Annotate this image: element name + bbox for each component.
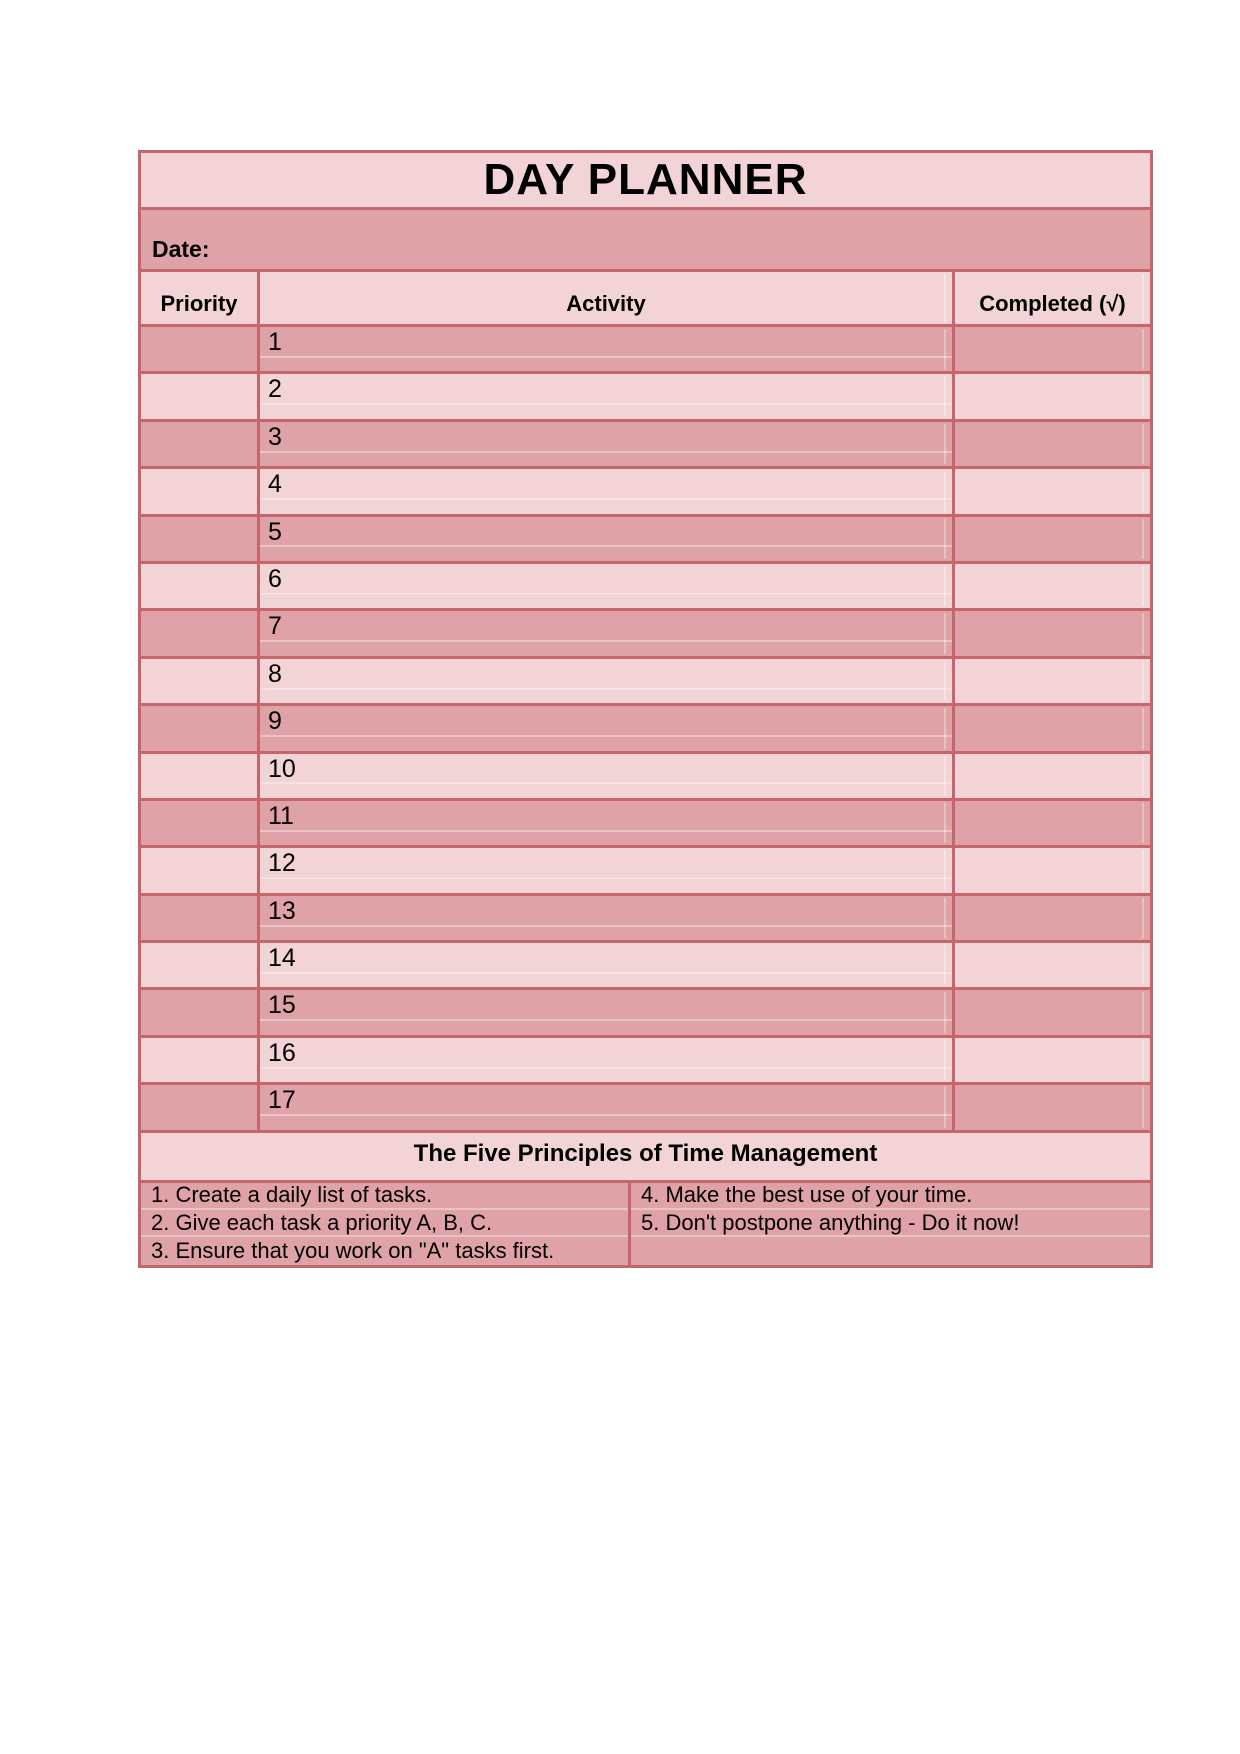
completed-cell [955, 469, 1150, 513]
activity-cell [260, 990, 955, 1034]
completed-cell [955, 517, 1150, 561]
principles-right-column [631, 1183, 1150, 1265]
table-row [141, 848, 1150, 895]
table-row [141, 943, 1150, 990]
priority-cell [141, 327, 260, 371]
activity-column-header [260, 272, 955, 324]
row-number: 15 [268, 991, 296, 1020]
principles-body [141, 1183, 1150, 1265]
row-number: 17 [268, 1086, 296, 1115]
principle-item: 1. Create a daily list of tasks. [141, 1183, 628, 1210]
completed-cell [955, 327, 1150, 371]
priority-cell [141, 943, 260, 987]
priority-column-header [141, 272, 260, 324]
table-row [141, 469, 1150, 516]
priority-cell [141, 469, 260, 513]
activity-cell [260, 327, 955, 371]
row-number: 5 [268, 517, 282, 546]
activity-cell [260, 754, 955, 798]
page-title: DAY PLANNER [483, 155, 808, 204]
table-row [141, 706, 1150, 753]
completed-column-header [955, 272, 1150, 324]
table-row [141, 327, 1150, 374]
table-row [141, 1085, 1150, 1132]
activity-cell [260, 374, 955, 418]
completed-cell [955, 659, 1150, 703]
completed-cell [955, 422, 1150, 466]
principles-left-column [141, 1183, 631, 1265]
priority-cell [141, 611, 260, 655]
priority-cell [141, 801, 260, 845]
row-number: 16 [268, 1038, 296, 1067]
priority-header-label: Priority [160, 291, 238, 316]
row-number: 12 [268, 849, 296, 878]
table-body [141, 327, 1150, 1133]
row-number: 10 [268, 754, 296, 783]
principle-item-empty [631, 1237, 1150, 1264]
table-row [141, 611, 1150, 658]
row-number: 11 [268, 801, 294, 830]
activity-cell [260, 1085, 955, 1129]
principle-item: 5. Don't postpone anything - Do it now! [631, 1210, 1150, 1237]
table-row [141, 659, 1150, 706]
priority-cell [141, 896, 260, 940]
completed-cell [955, 611, 1150, 655]
completed-cell [955, 990, 1150, 1034]
table-row [141, 564, 1150, 611]
priority-cell [141, 659, 260, 703]
completed-cell [955, 943, 1150, 987]
activity-cell [260, 422, 955, 466]
completed-cell [955, 1085, 1150, 1129]
priority-cell [141, 848, 260, 892]
day-planner-table [138, 150, 1153, 1268]
activity-cell [260, 469, 955, 513]
priority-cell [141, 1085, 260, 1129]
date-row [141, 210, 1150, 272]
row-number: 6 [268, 564, 282, 593]
priority-cell [141, 517, 260, 561]
table-row [141, 801, 1150, 848]
table-row [141, 754, 1150, 801]
completed-cell [955, 848, 1150, 892]
principle-item: 4. Make the best use of your time. [631, 1183, 1150, 1210]
row-number: 4 [268, 470, 282, 499]
completed-cell [955, 896, 1150, 940]
priority-cell [141, 706, 260, 750]
table-header-row [141, 272, 1150, 327]
completed-cell [955, 754, 1150, 798]
completed-cell [955, 706, 1150, 750]
principles-heading: The Five Principles of Time Management [413, 1139, 878, 1167]
activity-cell [260, 1038, 955, 1082]
activity-cell [260, 659, 955, 703]
title-bar [141, 153, 1150, 210]
row-number: 8 [268, 659, 282, 688]
row-number: 13 [268, 896, 296, 925]
row-number: 7 [268, 612, 282, 641]
completed-cell [955, 1038, 1150, 1082]
completed-header-label: Completed (√) [979, 291, 1126, 316]
row-number: 14 [268, 944, 296, 973]
activity-cell [260, 517, 955, 561]
table-row [141, 990, 1150, 1037]
completed-cell [955, 374, 1150, 418]
table-row [141, 1038, 1150, 1085]
table-row [141, 896, 1150, 943]
priority-cell [141, 990, 260, 1034]
priority-cell [141, 1038, 260, 1082]
activity-cell [260, 611, 955, 655]
priority-cell [141, 564, 260, 608]
activity-header-label: Activity [566, 291, 646, 316]
table-row [141, 374, 1150, 421]
completed-cell [955, 564, 1150, 608]
row-number: 1 [268, 328, 282, 356]
row-number: 9 [268, 707, 282, 736]
table-row [141, 422, 1150, 469]
activity-cell [260, 943, 955, 987]
activity-cell [260, 706, 955, 750]
priority-cell [141, 374, 260, 418]
principle-item: 2. Give each task a priority A, B, C. [141, 1210, 628, 1237]
principle-item: 3. Ensure that you work on "A" tasks first. [151, 1237, 555, 1263]
row-number: 2 [268, 375, 282, 404]
priority-cell [141, 754, 260, 798]
activity-cell [260, 801, 955, 845]
priority-cell [141, 422, 260, 466]
activity-cell [260, 848, 955, 892]
date-label: Date: [152, 236, 210, 262]
activity-cell [260, 564, 955, 608]
principles-heading-row [141, 1133, 1150, 1183]
completed-cell [955, 801, 1150, 845]
row-number: 3 [268, 422, 282, 451]
table-row [141, 517, 1150, 564]
activity-cell [260, 896, 955, 940]
